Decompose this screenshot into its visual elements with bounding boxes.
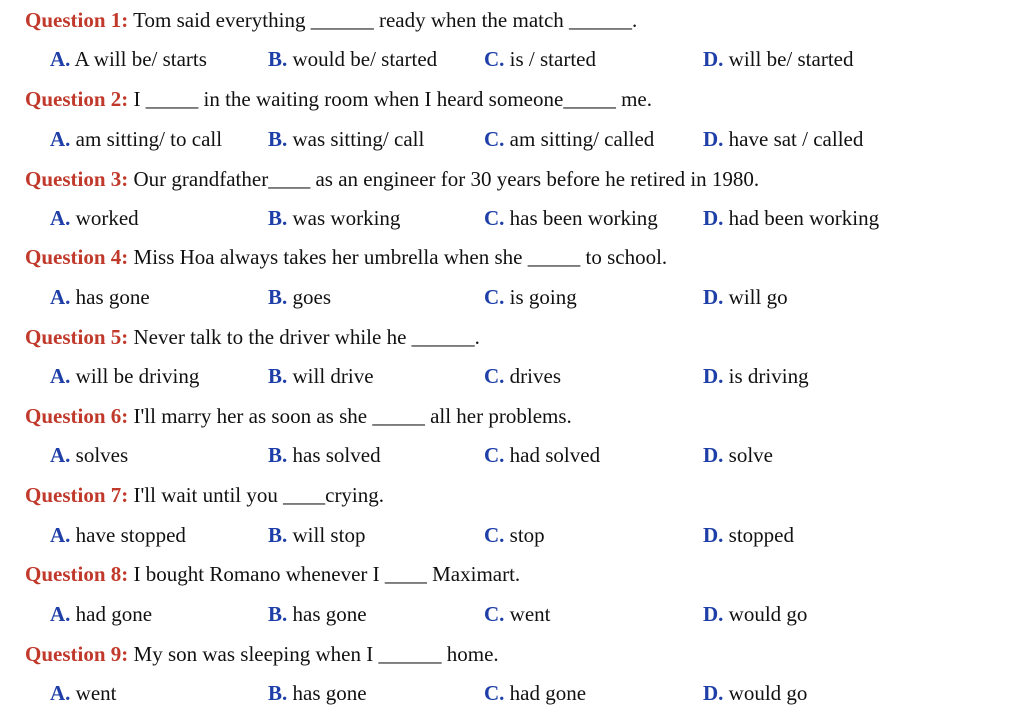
option-letter: D.	[703, 127, 724, 151]
option-d	[703, 601, 807, 627]
option-text: drives	[509, 364, 561, 388]
option-letter: A.	[50, 127, 71, 151]
question-7	[25, 482, 384, 508]
option-letter: B.	[268, 364, 288, 388]
option-text: would be/ started	[292, 47, 438, 71]
question-label: Question 3:	[25, 167, 129, 191]
option-letter: C.	[484, 681, 505, 705]
option-text: have sat / called	[728, 127, 864, 151]
option-letter: C.	[484, 206, 505, 230]
option-letter: C.	[484, 127, 505, 151]
question-6	[25, 403, 572, 429]
question-label: Question 1:	[25, 8, 129, 32]
option-d	[703, 522, 794, 548]
option-text: had gone	[75, 602, 153, 626]
option-text: will stop	[292, 523, 366, 547]
option-letter: B.	[268, 206, 288, 230]
option-text: have stopped	[75, 523, 186, 547]
option-text: went	[75, 681, 117, 705]
option-letter: C.	[484, 523, 505, 547]
option-text: is going	[509, 285, 577, 309]
option-letter: B.	[268, 602, 288, 626]
option-b	[268, 205, 400, 231]
option-letter: C.	[484, 285, 505, 309]
option-a	[50, 363, 199, 389]
option-text: has solved	[292, 443, 381, 467]
option-letter: C.	[484, 364, 505, 388]
option-letter: B.	[268, 443, 288, 467]
option-c	[484, 46, 596, 72]
option-text: was working	[292, 206, 401, 230]
question-9	[25, 641, 499, 667]
option-text: am sitting/ called	[509, 127, 655, 151]
option-text: had gone	[509, 681, 587, 705]
option-text: is / started	[509, 47, 596, 71]
question-8	[25, 561, 520, 587]
option-letter: A.	[50, 681, 71, 705]
option-letter: C.	[484, 602, 505, 626]
option-letter: B.	[268, 523, 288, 547]
option-b	[268, 363, 374, 389]
option-a	[50, 522, 186, 548]
option-c	[484, 205, 658, 231]
question-label: Question 5:	[25, 325, 129, 349]
question-label: Question 6:	[25, 404, 129, 428]
option-text: went	[509, 602, 551, 626]
option-text: has gone	[292, 681, 367, 705]
question-label: Question 8:	[25, 562, 129, 586]
option-text: would go	[728, 681, 808, 705]
question-text: I _____ in the waiting room when I heard someone_____ me.	[133, 87, 652, 111]
option-d	[703, 680, 807, 706]
question-5	[25, 324, 480, 350]
option-letter: B.	[268, 47, 288, 71]
option-letter: A.	[50, 602, 71, 626]
question-text: Miss Hoa always takes her umbrella when she _____ to school.	[133, 245, 668, 269]
question-1	[25, 7, 637, 33]
option-b	[268, 522, 365, 548]
option-letter: D.	[703, 364, 724, 388]
option-d	[703, 205, 879, 231]
question-text: Our grandfather____ as an engineer for 30 years before he retired in 1980.	[133, 167, 760, 191]
option-text: stopped	[728, 523, 794, 547]
option-text: would go	[728, 602, 808, 626]
option-text: has gone	[75, 285, 150, 309]
option-c	[484, 363, 561, 389]
question-text: I'll marry her as soon as she _____ all her problems.	[133, 404, 572, 428]
option-a	[50, 46, 207, 72]
option-text: stop	[509, 523, 545, 547]
option-c	[484, 284, 577, 310]
option-b	[268, 680, 367, 706]
option-text: worked	[75, 206, 139, 230]
question-text: My son was sleeping when I ______ home.	[133, 642, 499, 666]
option-text: goes	[292, 285, 332, 309]
option-text: was sitting/ call	[292, 127, 425, 151]
option-text: will drive	[292, 364, 374, 388]
option-letter: D.	[703, 443, 724, 467]
option-letter: B.	[268, 285, 288, 309]
option-d	[703, 442, 773, 468]
option-a	[50, 601, 152, 627]
option-d	[703, 46, 853, 72]
option-letter: D.	[703, 206, 724, 230]
option-d	[703, 126, 863, 152]
option-c	[484, 680, 586, 706]
option-letter: A.	[50, 443, 71, 467]
option-c	[484, 126, 654, 152]
question-4	[25, 244, 667, 270]
option-b	[268, 284, 331, 310]
option-text: A will be/ starts	[74, 47, 207, 71]
option-letter: C.	[484, 443, 505, 467]
option-letter: B.	[268, 681, 288, 705]
question-text: I bought Romano whenever I ____ Maximart.	[133, 562, 521, 586]
option-text: has been working	[509, 206, 658, 230]
option-text: am sitting/ to call	[75, 127, 223, 151]
option-a	[50, 126, 222, 152]
option-b	[268, 442, 381, 468]
option-b	[268, 46, 437, 72]
question-3	[25, 166, 759, 192]
option-c	[484, 601, 551, 627]
option-a	[50, 680, 117, 706]
option-letter: D.	[703, 285, 724, 309]
question-label: Question 2:	[25, 87, 129, 111]
option-text: will be driving	[75, 364, 200, 388]
option-text: is driving	[728, 364, 809, 388]
option-letter: D.	[703, 47, 724, 71]
question-label: Question 9:	[25, 642, 129, 666]
option-text: had been working	[728, 206, 880, 230]
option-letter: A.	[50, 523, 71, 547]
question-label: Question 4:	[25, 245, 129, 269]
option-a	[50, 442, 128, 468]
question-text: Tom said everything ______ ready when the match ______.	[133, 8, 638, 32]
option-letter: C.	[484, 47, 505, 71]
option-letter: B.	[268, 127, 288, 151]
option-letter: D.	[703, 681, 724, 705]
option-text: solve	[728, 443, 773, 467]
option-text: solves	[75, 443, 129, 467]
option-b	[268, 126, 424, 152]
option-letter: D.	[703, 523, 724, 547]
option-text: will go	[728, 285, 788, 309]
option-a	[50, 205, 139, 231]
question-text: I'll wait until you ____crying.	[133, 483, 385, 507]
option-letter: A.	[50, 285, 71, 309]
question-text: Never talk to the driver while he ______.	[133, 325, 480, 349]
option-letter: D.	[703, 602, 724, 626]
option-d	[703, 363, 809, 389]
option-c	[484, 442, 600, 468]
option-a	[50, 284, 150, 310]
question-2	[25, 86, 652, 112]
option-b	[268, 601, 367, 627]
option-letter: A.	[50, 364, 71, 388]
option-text: had solved	[509, 443, 601, 467]
option-d	[703, 284, 788, 310]
option-letter: A.	[50, 47, 71, 71]
option-text: has gone	[292, 602, 367, 626]
option-text: will be/ started	[728, 47, 854, 71]
option-letter: A.	[50, 206, 71, 230]
option-c	[484, 522, 545, 548]
question-label: Question 7:	[25, 483, 129, 507]
